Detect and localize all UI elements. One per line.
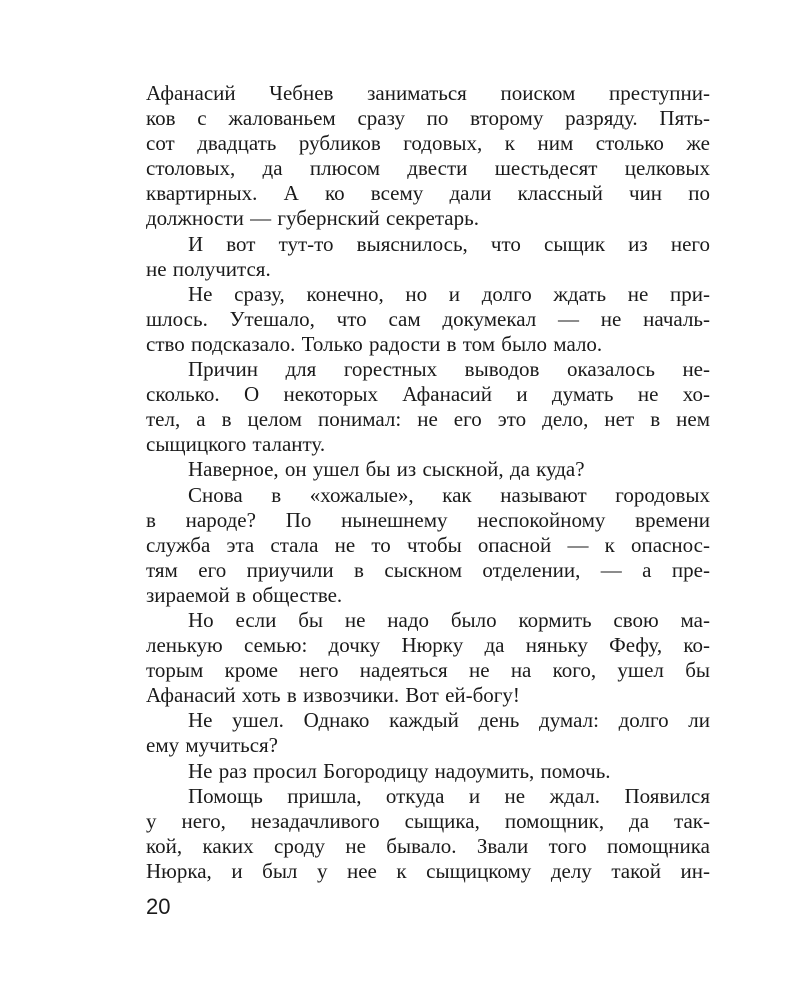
text-line: ков с жалованьем сразу по второму разряду. Пять- [146,106,710,131]
body-text [146,81,710,884]
text-line: сколько. О некоторых Афанасий и думать не хо- [146,382,710,407]
text-line: сот двадцать рубликов годовых, к ним столько же [146,131,710,156]
text-line: Помощь пришла, откуда и не ждал. Появился [188,783,710,808]
text-line: Не раз просил Богородицу надоумить, помочь. [188,758,611,783]
text-line: тям его приучили в сыскном отделении, — а пре- [146,557,710,582]
text-line: Афанасий хоть в извозчики. Вот ей-богу! [146,683,520,708]
text-line: Снова в «хожалые», как называют городовых [188,482,710,507]
text-line: торым кроме него надеяться не на кого, ушел бы [146,658,710,683]
text-line: зираемой в обществе. [146,582,343,607]
text-line: Не сразу, конечно, но и долго ждать не при- [188,281,710,306]
text-line: Но если бы не надо было кормить свою ма- [188,607,710,632]
page-number: 20 [146,894,171,919]
text-line: сыщицкого таланту. [146,432,326,457]
text-line: квартирных. А ко всему дали классный чин по [146,181,710,206]
text-line: Афанасий Чебнев заниматься поиском преступни- [146,81,710,105]
text-line: у него, незадачливого сыщика, помощник, да так- [146,808,710,833]
text-line: Не ушел. Однако каждый день думал: долго ли [188,708,710,733]
text-line: Наверное, он ушел бы из сыскной, да куда? [188,457,585,482]
text-line: должности — губернский секретарь. [146,206,479,231]
text-line: Нюрка, и был у нее к сыщицкому делу такой ин- [146,858,710,883]
text-line: кой, каких сроду не бывало. Звали того помощника [146,833,710,858]
text-line: шлось. Утешало, что сам докумекал — не началь- [146,306,710,331]
text-line: столовых, да плюсом двести шестьдесят целковых [146,156,710,181]
text-line: служба эта стала не то чтобы опасной — к опаснос- [146,532,710,557]
text-line: тел, а в целом понимал: не его это дело, нет в нем [146,407,710,432]
text-line: ему мучиться? [146,733,279,758]
text-line: не получится. [146,256,271,281]
text-line: Причин для горестных выводов оказалось не- [188,357,710,382]
text-line: ленькую семью: дочку Нюрку да няньку Фефу, ко- [146,633,710,658]
text-line: в народе? По нынешнему неспокойному времени [146,507,710,532]
text-line: ство подсказало. Только радости в том было мало. [146,331,603,356]
text-line: И вот тут-то выяснилось, что сыщик из него [188,231,710,256]
